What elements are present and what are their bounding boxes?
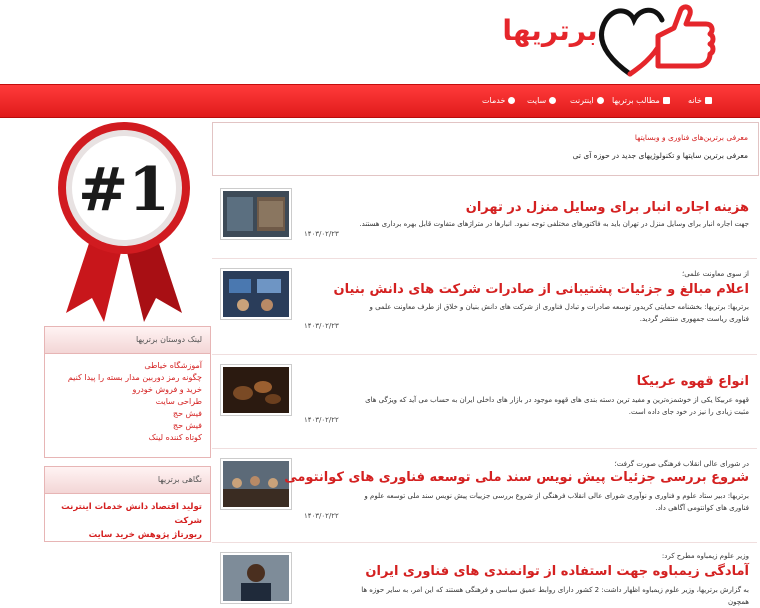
home-icon (705, 97, 712, 104)
post-title[interactable]: شروع بررسی جزئیات پیش نویس سند ملی توسعه فناوری های کوانتومی (284, 470, 749, 485)
nav-item-internet[interactable]: اینترنت (570, 85, 604, 117)
tech-conference-image (223, 271, 289, 317)
friends-links-box (44, 326, 211, 458)
globe-icon (508, 97, 515, 104)
site-header (0, 0, 760, 84)
views-link[interactable]: تولید اقتصاد دانش خدمات اینترنت شرکت (61, 502, 202, 526)
nav-item-posts[interactable]: مطالب برتریها (612, 85, 670, 117)
post-divider (212, 542, 757, 543)
post-title[interactable]: هزینه اجاره انبار برای وسایل منزل در تهران (465, 200, 749, 215)
council-meeting-image (223, 461, 289, 507)
post-excerpt: برتریها: برتریها: بخشنامه حمایتی کریدور توسعه صادرات و تبادل فناوری از شرکت های دانش بنیان و خلاق از طرف معاونت علمی و فناوری ریاست جمهوری منتشر گردید. (369, 303, 749, 323)
friend-link[interactable]: چگونه رمز دوربین مدار بسته را پیدا کنیم (67, 373, 202, 382)
post-date: ۱۴۰۳/۰۲/۲۲ (304, 416, 339, 424)
friend-link[interactable]: خرید و فروش خودرو (132, 385, 202, 394)
post-divider (212, 258, 757, 259)
post-item (212, 186, 757, 266)
post-date: ۱۴۰۳/۰۲/۲۳ (304, 322, 339, 330)
post-item (212, 546, 757, 606)
views-link[interactable]: ریورتاژ پژوهش خرید سایت (88, 530, 202, 540)
nav-item-services[interactable]: خدمات (482, 85, 515, 117)
number-one-ribbon-image (42, 118, 207, 323)
post-divider (212, 354, 757, 355)
storage-warehouse-image (223, 191, 289, 237)
nav-item-home[interactable]: خانه (688, 85, 712, 117)
site-title[interactable]: برتریها (502, 14, 598, 47)
friend-link[interactable]: کوتاه کننده لینک (148, 433, 202, 442)
heart-thumbs-up-logo[interactable] (598, 2, 723, 82)
grid-icon (663, 97, 670, 104)
post-excerpt: برتریها: دبیر ستاد علوم و فناوری و نوآوری شورای عالی انقلاب فرهنگی از شروع بررسی جزییات پیش نویس سند ملی توسعه علوم و فناوری های کوانتومی آگاهی داد. (364, 492, 749, 512)
friends-box-title: لینک دوستان برتریها (45, 327, 210, 354)
post-thumbnail[interactable] (220, 364, 292, 416)
nav-item-site[interactable]: سایت (527, 85, 556, 117)
post-subtitle: در شورای عالی انقلاب فرهنگی صورت گرفت؛ (614, 460, 749, 468)
intro-text: معرفی برترین سایتها و تکنولوژیهای جدید در حوزه آی تی (572, 151, 748, 160)
post-title[interactable]: اعلام مبالغ و جزئیات پشتیبانی از صادرات شرکت های دانش بنیان (333, 282, 749, 297)
post-title[interactable]: آمادگی زیمباوه جهت استفاده از توانمندی های فناوری ایران (365, 564, 749, 579)
post-item (212, 362, 757, 442)
main-navbar (0, 84, 760, 118)
post-subtitle: وزیر علوم زیمباوه مطرح کرد: (661, 552, 749, 560)
friend-link[interactable]: طراحی سایت (155, 397, 202, 406)
post-thumbnail[interactable] (220, 458, 292, 510)
friend-link[interactable]: فیش حج (172, 409, 202, 418)
post-thumbnail[interactable] (220, 552, 292, 604)
post-title[interactable]: انواع قهوه عربیکا (636, 374, 749, 389)
post-excerpt: جهت اجاره انبار برای وسایل منزل در تهران باید به فاکتورهای مختلفی توجه نمود. انبارها در متراژهای متفاوت قابل بهره برداری هستند. (359, 220, 749, 228)
post-excerpt: قهوه عربیکا یکی از خوشمزه‌ترین و مفید ترین دسته بندی های قهوه موجود در بازار های داخلی ایران به حساب می آید که ویژگی های مثبت زیادی را نیز در خود جای داده است. (365, 396, 749, 416)
post-divider (212, 448, 757, 449)
views-box (44, 466, 211, 542)
friend-link[interactable]: فیش حج (172, 421, 202, 430)
post-thumbnail[interactable] (220, 188, 292, 240)
globe-icon (549, 97, 556, 104)
post-date: ۱۴۰۳/۰۲/۲۲ (304, 512, 339, 520)
friend-link[interactable]: آموزشگاه خیاطی (144, 361, 202, 370)
globe-icon (597, 97, 604, 104)
post-excerpt: به گزارش برتریها، وزیر علوم زیمباوه اظهار داشت: 2 کشور دارای روابط عمیق سیاسی و فرهنگی هستند که این امر، به سایر حوزه ها همچون (361, 586, 749, 606)
post-date: ۱۴۰۳/۰۲/۲۳ (304, 230, 339, 238)
intro-box (212, 122, 759, 176)
post-item (212, 266, 757, 356)
views-box-title: نگاهی برتریها (45, 467, 210, 494)
post-thumbnail[interactable] (220, 268, 292, 320)
ribbon-number: #1 (77, 155, 171, 225)
post-item (212, 454, 757, 544)
coffee-beans-image (223, 367, 289, 413)
intro-title: معرفی برترین‌های فناوری و وبسایتها (634, 133, 748, 142)
post-subtitle: از سوی معاونت علمی؛ (681, 270, 749, 278)
minister-portrait-image (223, 555, 289, 601)
